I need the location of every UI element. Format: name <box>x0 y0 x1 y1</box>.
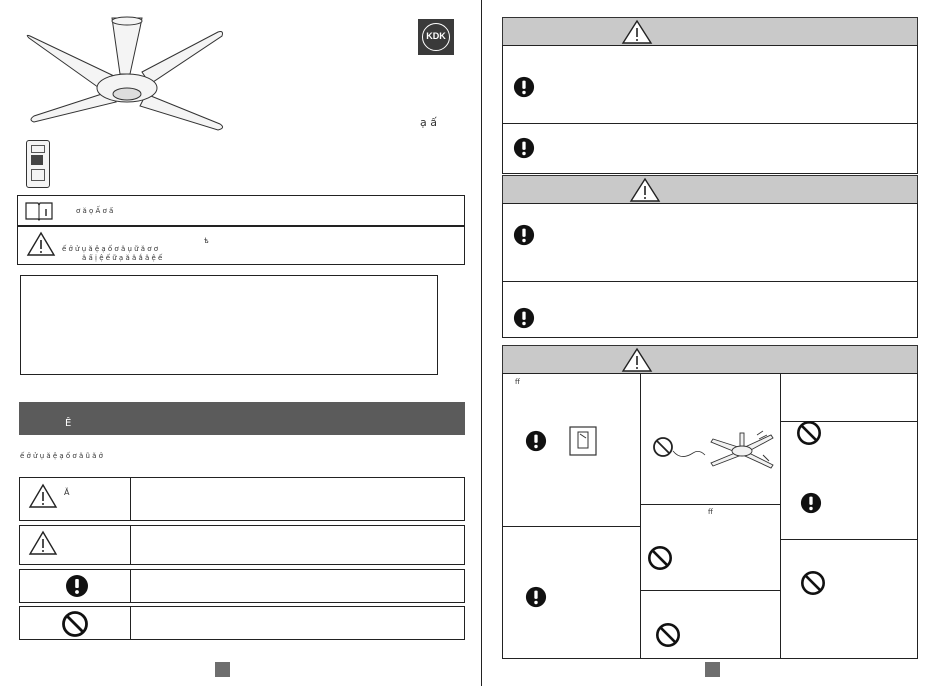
logo-text: KDK <box>426 31 446 41</box>
warning-note-line-3: ă ấ ị ệ ế ữ ạ ă ă ắ ă ệ ế <box>82 254 163 262</box>
mandatory-action-icon <box>800 492 822 514</box>
mandatory-action-icon <box>525 586 547 608</box>
prohibited-icon <box>647 545 673 571</box>
manual-note-text: ơ ă ọ Ấ ơ ấ <box>76 207 114 215</box>
book-icon <box>24 201 54 221</box>
warning-triangle-icon <box>28 530 58 556</box>
mandatory-action-icon <box>513 137 535 159</box>
blank-info-box <box>20 275 438 375</box>
warning-triangle-icon <box>621 347 653 373</box>
section-header-text: Ê <box>65 418 72 429</box>
warning-triangle-icon <box>629 177 661 203</box>
warning-block-1 <box>502 45 918 174</box>
page-number-marker <box>705 662 720 677</box>
warning-triangle-icon <box>28 483 58 509</box>
notice-small-text-1: ff <box>515 378 520 386</box>
prohibited-icon <box>796 420 822 446</box>
warning-triangle-icon <box>621 19 653 45</box>
warning-note-line-1: ѣ <box>204 237 209 245</box>
legend-label: Ă <box>64 488 70 497</box>
prohibited-icon <box>655 622 681 648</box>
ceiling-fan-illustration <box>22 14 227 134</box>
page-divider <box>481 0 482 686</box>
mandatory-action-icon <box>513 76 535 98</box>
notice-small-text-2: ff <box>708 508 713 516</box>
notice-grid <box>502 373 918 659</box>
warning-note-line-2: ế ở ử ụ ă ệ ạ ố ơ ă ụ ữ ă ơ ơ <box>62 245 159 253</box>
wall-switch-icon <box>569 426 597 456</box>
fan-cleaning-illustration <box>653 429 778 474</box>
prohibited-icon <box>800 570 826 596</box>
manual-note-box <box>17 195 465 226</box>
warning-header-bar <box>502 17 918 46</box>
caution-header-bar <box>502 175 918 204</box>
legend-row-mandatory <box>19 569 465 603</box>
page-number-marker <box>215 662 230 677</box>
mandatory-action-icon <box>513 224 535 246</box>
caution-block <box>502 203 918 338</box>
legend-row-caution <box>19 525 465 565</box>
mandatory-action-icon <box>525 430 547 452</box>
legend-row-prohibited <box>19 606 465 640</box>
remote-control-icon <box>26 140 50 188</box>
kdk-logo <box>418 19 454 55</box>
legend-row-warning <box>19 477 465 521</box>
prohibited-icon <box>61 610 89 638</box>
notice-header-bar <box>502 345 918 374</box>
mandatory-action-icon <box>65 574 89 598</box>
warning-triangle-icon <box>26 231 56 257</box>
mandatory-action-icon <box>513 307 535 329</box>
section-header-bar <box>19 402 465 435</box>
warning-note-box <box>17 226 465 265</box>
section-body-text: ế ở ử ụ ă ệ ạ ố ơ ă ũ ă ở <box>20 452 103 460</box>
heading-fragment: ạ ấ <box>420 116 437 129</box>
